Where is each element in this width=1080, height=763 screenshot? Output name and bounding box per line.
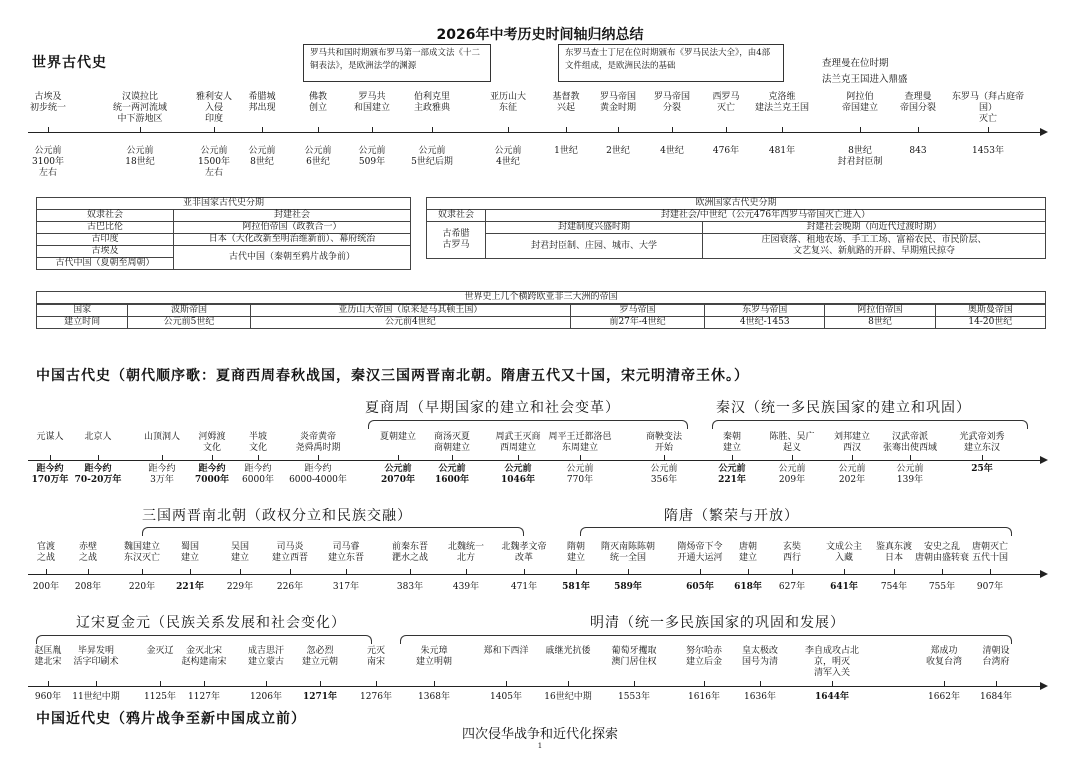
timeline-event-date: 618年 [734, 582, 762, 592]
timeline-event-date: 公元前 221年 [718, 464, 746, 485]
timeline-event-date: 229年 [226, 582, 254, 592]
timeline-tick [894, 569, 895, 574]
world-timeline-arrow-icon [1040, 128, 1048, 136]
timeline-event-date: 4世纪 [660, 146, 684, 156]
modern-subheading: 四次侵华战争和近代化探索 [461, 727, 618, 742]
timeline-event-date: 1662年 [928, 692, 960, 702]
timeline-tick [376, 681, 377, 686]
asia-table-head-slave: 奴隶社会 [37, 210, 174, 222]
timeline-tick [942, 569, 943, 574]
timeline-event-label: 光武帝刘秀 建立东汉 [959, 432, 1005, 453]
timeline-event-label: 元谋人 [36, 432, 64, 442]
timeline-event-label: 成吉思汗 建立蒙古 [247, 646, 284, 667]
timeline-tick [832, 681, 833, 686]
timeline-tick [48, 127, 49, 132]
timeline-event-label: 亚历山大 东征 [489, 92, 526, 113]
timeline-tick [580, 455, 581, 460]
timeline-event-date: 公元前 5世纪后期 [411, 146, 453, 167]
timeline-event-date: 公元前 8世纪 [248, 146, 276, 167]
world-ancient-heading: 世界古代史 [32, 55, 107, 71]
timeline-tick [140, 127, 141, 132]
empire-name-cell: 东罗马帝国 [705, 304, 825, 317]
timeline-event-date: 1368年 [418, 692, 450, 702]
charlemagne-note: 查理曼在位时期 法兰克王国进入鼎盛 [822, 58, 908, 85]
timeline-tick [160, 681, 161, 686]
timeline-event-date: 公元前 1046年 [500, 464, 536, 485]
timeline-tick [508, 127, 509, 132]
era-xia-shang-zhou-brace [368, 420, 688, 429]
timeline-event-date: 208年 [74, 582, 102, 592]
china-timeline-axis-3 [28, 686, 1040, 687]
empire-name-cell: 罗马帝国 [571, 304, 705, 317]
empire-date-cell: 8世纪 [825, 317, 935, 329]
timeline-event-label: 文成公主 入藏 [825, 542, 862, 563]
timeline-event-label: 戚继光抗倭 [545, 646, 591, 656]
asia-table-cell: 日本（大化改新至明治维新前）、幕府统治 [174, 234, 411, 246]
timeline-event-label: 北魏统一 北方 [447, 542, 484, 563]
world-timeline-axis [28, 132, 1040, 133]
timeline-tick [398, 455, 399, 460]
timeline-event-label: 克洛维 建法兰克王国 [754, 92, 809, 113]
timeline-event-label: 隋灭南陈陈朝 统一全国 [600, 542, 655, 563]
europe-table-sub-flourish: 封建制度兴盛时期 [486, 222, 703, 234]
timeline-event-date: 1684年 [980, 692, 1012, 702]
timeline-event-date: 公元前 1600年 [434, 464, 470, 485]
timeline-tick [466, 569, 467, 574]
timeline-event-label: 前秦东晋 淝水之战 [391, 542, 428, 563]
europe-periods-table [426, 197, 1046, 259]
asia-table-head-feudal: 封建社会 [174, 210, 411, 222]
timeline-event-label: 基督教 兴起 [552, 92, 580, 113]
timeline-event-label: 赵匡胤 建北宋 [34, 646, 62, 667]
timeline-event-label: 佛教 创立 [308, 92, 327, 113]
timeline-event-date: 1127年 [188, 692, 220, 702]
timeline-tick [346, 569, 347, 574]
timeline-event-label: 赤壁 之战 [78, 542, 97, 563]
timeline-tick [518, 455, 519, 460]
timeline-event-label: 商汤灭夏 商朝建立 [433, 432, 470, 453]
timeline-tick [434, 681, 435, 686]
era-sui-tang: 隋唐（繁荣与开放） [664, 508, 799, 524]
timeline-event-label: 北魏孝文帝 改革 [501, 542, 547, 563]
timeline-event-label: 雅利安人 入侵 印度 [195, 92, 232, 124]
timeline-tick [524, 569, 525, 574]
timeline-event-label: 罗马帝国 黄金时期 [599, 92, 636, 113]
timeline-event-label: 刘邦建立 西汉 [833, 432, 870, 453]
timeline-tick [860, 127, 861, 132]
europe-table-head-slave: 奴隶社会 [427, 210, 486, 222]
timeline-event-date: 1271年 [302, 692, 338, 702]
timeline-event-date: 317年 [332, 582, 360, 592]
timeline-event-label: 周平王迁都洛邑 东周建立 [548, 432, 612, 453]
timeline-event-date: 1276年 [360, 692, 392, 702]
timeline-tick [266, 681, 267, 686]
timeline-event-date: 1453年 [972, 146, 1004, 156]
timeline-tick [50, 455, 51, 460]
timeline-tick [988, 127, 989, 132]
era-ming-qing-brace [400, 635, 1012, 644]
timeline-event-date: 439年 [452, 582, 480, 592]
timeline-event-label: 河姆渡 文化 [198, 432, 226, 453]
timeline-event-date: 公元前 202年 [838, 464, 866, 485]
timeline-tick [618, 127, 619, 132]
timeline-event-date: 公元前 139年 [896, 464, 924, 485]
timeline-event-date: 755年 [928, 582, 956, 592]
empire-name-cell: 奥斯曼帝国 [935, 304, 1045, 317]
timeline-event-label: 金灭北宋 赵构建南宋 [181, 646, 227, 667]
timeline-tick [568, 681, 569, 686]
timeline-event-date: 476年 [712, 146, 740, 156]
timeline-event-label: 炎帝黄帝 尧舜禹时期 [295, 432, 341, 453]
timeline-event-label: 安史之乱 唐朝由盛转衰 [914, 542, 969, 563]
timeline-event-date: 754年 [880, 582, 908, 592]
timeline-event-label: 查理曼 帝国分裂 [899, 92, 936, 113]
timeline-event-date: 距今约 6000年 [242, 464, 274, 485]
timeline-event-label: 北京人 [84, 432, 112, 442]
europe-table-cell: 庄园衰落、租地农场、手工工场、富裕农民、市民阶层、 文艺复兴、新航路的开辟、早期殖民掠夺 [703, 234, 1046, 259]
timeline-tick [782, 127, 783, 132]
era-three-kingdoms-brace [142, 527, 524, 536]
timeline-event-label: 隋炀帝下令 开通大运河 [677, 542, 723, 563]
empires-row-header: 国家 [37, 304, 128, 317]
timeline-tick [142, 569, 143, 574]
timeline-event-date: 11世纪中期 [72, 692, 120, 702]
page-number: 1 [537, 742, 543, 750]
europe-table-cell: 封君封臣制、庄园、城市、大学 [486, 234, 703, 259]
timeline-event-label: 唐朝灭亡 五代十国 [971, 542, 1008, 563]
timeline-tick [320, 681, 321, 686]
timeline-tick [240, 569, 241, 574]
asia-table-cell: 古埃及 [37, 246, 174, 258]
timeline-tick [372, 127, 373, 132]
timeline-tick [258, 455, 259, 460]
timeline-tick [628, 569, 629, 574]
timeline-event-label: 司马睿 建立东晋 [327, 542, 364, 563]
china-timeline-axis-2 [28, 574, 1040, 575]
timeline-event-date: 221年 [176, 582, 204, 592]
timeline-event-date: 1616年 [688, 692, 720, 702]
timeline-event-date: 843 [909, 146, 927, 156]
timeline-event-label: 郑和下西洋 [483, 646, 529, 656]
empire-date-cell: 公元前5世纪 [128, 317, 250, 329]
empire-date-cell: 14-20世纪 [935, 317, 1045, 329]
timeline-event-date: 627年 [778, 582, 806, 592]
timeline-tick [944, 681, 945, 686]
timeline-tick [318, 455, 319, 460]
timeline-event-label: 夏朝建立 [379, 432, 416, 442]
timeline-event-label: 古埃及 初步统一 [29, 92, 66, 113]
timeline-event-date: 公元前 2070年 [380, 464, 416, 485]
europe-table-title: 欧洲国家古代史分期 [427, 198, 1046, 210]
timeline-event-label: 朱元璋 建立明朝 [415, 646, 452, 667]
empire-date-cell: 公元前4世纪 [250, 317, 570, 329]
timeline-event-date: 距今约 170万年 [31, 464, 69, 485]
timeline-event-label: 毕昇发明 活字印刷术 [73, 646, 119, 667]
timeline-tick [704, 681, 705, 686]
timeline-tick [996, 681, 997, 686]
timeline-event-label: 西罗马 灭亡 [712, 92, 740, 113]
timeline-tick [732, 455, 733, 460]
timeline-event-date: 1世纪 [554, 146, 578, 156]
timeline-event-date: 960年 [34, 692, 62, 702]
empire-date-cell: 前27年-4世纪 [571, 317, 705, 329]
timeline-event-label: 东罗马（拜占庭帝国） 灭亡 [951, 92, 1024, 124]
timeline-event-date: 公元前 18世纪 [125, 146, 155, 167]
timeline-event-date: 公元前 6世纪 [304, 146, 332, 167]
timeline-event-label: 秦朝 建立 [722, 432, 741, 453]
timeline-event-label: 隋朝 建立 [566, 542, 585, 563]
timeline-event-date: 距今约 70-20万年 [74, 464, 122, 485]
timeline-tick [432, 127, 433, 132]
timeline-event-label: 鉴真东渡 日本 [875, 542, 912, 563]
timeline-event-label: 商鞅变法 开始 [645, 432, 682, 453]
timeline-event-date: 220年 [128, 582, 156, 592]
timeline-tick [990, 569, 991, 574]
timeline-event-date: 605年 [686, 582, 714, 592]
era-liao-song-xia-jin-yuan: 辽宋夏金元（民族关系发展和社会变化） [76, 615, 346, 631]
timeline-tick [214, 127, 215, 132]
timeline-event-date: 1644年 [814, 692, 850, 702]
timeline-tick [918, 127, 919, 132]
timeline-event-date: 471年 [510, 582, 538, 592]
asia-table-cell: 古代中国（秦朝至鸦片战争前） [174, 246, 411, 270]
justinian-code-note: 东罗马查士丁尼在位时期颁布《罗马民法大全》，由4部文件组成，是欧洲民法的基础 [558, 44, 784, 82]
timeline-event-date: 8世纪 封君封臣制 [837, 146, 883, 167]
era-three-kingdoms: 三国两晋南北朝（政权分立和民族交融） [142, 508, 412, 524]
timeline-event-label: 半坡 文化 [248, 432, 267, 453]
timeline-event-label: 魏国建立 东汉灭亡 [123, 542, 160, 563]
timeline-event-label: 元灭 南宋 [366, 646, 385, 667]
asia-africa-periods-table [36, 197, 411, 270]
timeline-event-date: 641年 [830, 582, 858, 592]
timeline-event-date: 公元前 356年 [650, 464, 678, 485]
timeline-tick [290, 569, 291, 574]
europe-table-head-feudal: 封建社会/中世纪（公元476年西罗马帝国灭亡进入） [486, 210, 1046, 222]
timeline-tick [48, 681, 49, 686]
china-modern-heading: 中国近代史（鸦片战争至新中国成立前） [36, 711, 306, 727]
timeline-event-label: 汉武帝派 张骞出使西域 [882, 432, 937, 453]
timeline-event-date: 1405年 [490, 692, 522, 702]
timeline-event-date: 481年 [768, 146, 796, 156]
timeline-event-label: 官渡 之战 [36, 542, 55, 563]
timeline-event-label: 金灭辽 [146, 646, 174, 656]
timeline-tick [262, 127, 263, 132]
asia-table-title: 亚非国家古代史分期 [37, 198, 411, 210]
timeline-event-label: 司马炎 建立西晋 [271, 542, 308, 563]
timeline-event-date: 200年 [32, 582, 60, 592]
timeline-tick [664, 455, 665, 460]
timeline-event-label: 吴国 建立 [230, 542, 249, 563]
timeline-event-label: 郑成功 收复台湾 [925, 646, 962, 667]
timeline-event-date: 公元前 209年 [778, 464, 806, 485]
china-timeline-arrow-icon [1040, 456, 1048, 464]
timeline-event-date: 16世纪中期 [544, 692, 592, 702]
timeline-event-label: 周武王灭商 西周建立 [495, 432, 541, 453]
timeline-event-label: 汉谟拉比 统一两河流域 中下游地区 [112, 92, 167, 124]
timeline-tick [88, 569, 89, 574]
timeline-event-date: 公元前 1500年 左右 [198, 146, 230, 178]
timeline-tick [162, 455, 163, 460]
china-ancient-heading: 中国古代史（朝代顺序歌：夏商西周春秋战国，秦汉三国两晋南北朝。隋唐五代又十国，宋元明清帝王休。） [36, 368, 749, 384]
timeline-tick [844, 569, 845, 574]
timeline-event-date: 25年 [971, 464, 993, 474]
timeline-tick [748, 569, 749, 574]
asia-table-cell: 阿拉伯帝国（政教合一） [174, 222, 411, 234]
timeline-event-date: 589年 [614, 582, 642, 592]
timeline-event-date: 1206年 [250, 692, 282, 702]
timeline-event-label: 李自成攻占北京，明灭 清军入关 [804, 646, 859, 678]
timeline-event-date: 公元前 4世纪 [494, 146, 522, 167]
empires-table-title: 世界史上几个横跨欧亚非三大洲的帝国 [37, 292, 1046, 305]
timeline-event-date: 581年 [562, 582, 590, 592]
timeline-event-date: 公元前 509年 [358, 146, 386, 167]
timeline-tick [96, 681, 97, 686]
timeline-event-date: 距今约 3万年 [148, 464, 176, 485]
timeline-tick [910, 455, 911, 460]
timeline-tick [726, 127, 727, 132]
timeline-tick [566, 127, 567, 132]
timeline-event-date: 2世纪 [606, 146, 630, 156]
empire-name-cell: 波斯帝国 [128, 304, 250, 317]
timeline-event-label: 阿拉伯 帝国建立 [841, 92, 878, 113]
era-qin-han-brace [712, 420, 1028, 429]
timeline-tick [792, 455, 793, 460]
timeline-tick [204, 681, 205, 686]
timeline-event-date: 距今约 6000-4000年 [289, 464, 347, 485]
europe-table-sub-late: 封建社会晚期（向近代过渡时期） [703, 222, 1046, 234]
asia-table-cell: 古代中国（夏朝至周朝） [37, 258, 174, 270]
timeline-event-date: 226年 [276, 582, 304, 592]
empire-date-cell: 4世纪-1453 [705, 317, 825, 329]
timeline-tick [852, 455, 853, 460]
timeline-tick [452, 455, 453, 460]
era-liao-song-brace [36, 635, 372, 644]
timeline-tick [792, 569, 793, 574]
timeline-event-date: 1636年 [744, 692, 776, 702]
china-timeline-axis-1 [28, 460, 1040, 461]
timeline-tick [46, 569, 47, 574]
timeline-tick [700, 569, 701, 574]
empire-name-cell: 亚历山大帝国（原来是马其顿王国） [250, 304, 570, 317]
timeline-event-label: 希腊城 邦出现 [248, 92, 276, 113]
timeline-event-label: 玄奘 西行 [782, 542, 801, 563]
timeline-tick [506, 681, 507, 686]
timeline-event-label: 唐朝 建立 [738, 542, 757, 563]
timeline-tick [982, 455, 983, 460]
timeline-event-date: 383年 [396, 582, 424, 592]
timeline-tick [760, 681, 761, 686]
timeline-event-label: 山顶洞人 [143, 432, 180, 442]
timeline-event-label: 清朝设 台湾府 [982, 646, 1010, 667]
empires-row-header: 建立时间 [37, 317, 128, 329]
europe-table-cell: 古希腊 古罗马 [427, 222, 486, 259]
timeline-event-label: 罗马共 和国建立 [353, 92, 390, 113]
page-title: 2026年中考历史时间轴归纳总结 [436, 27, 644, 43]
timeline-tick [634, 681, 635, 686]
empire-name-cell: 阿拉伯帝国 [825, 304, 935, 317]
timeline-event-date: 距今约 7000年 [194, 464, 230, 485]
era-qin-han: 秦汉（统一多民族国家的建立和巩固） [716, 400, 971, 416]
era-sui-tang-brace [580, 527, 1012, 536]
timeline-event-label: 忽必烈 建立元朝 [301, 646, 338, 667]
timeline-event-date: 公元前 3100年 左右 [32, 146, 64, 178]
era-xia-shang-zhou: 夏商周（早期国家的建立和社会变革） [365, 400, 620, 416]
china-timeline-arrow-icon [1040, 570, 1048, 578]
timeline-tick [576, 569, 577, 574]
timeline-event-date: 公元前 770年 [566, 464, 594, 485]
timeline-event-date: 1553年 [618, 692, 650, 702]
timeline-tick [410, 569, 411, 574]
era-ming-qing: 明清（统一多民族国家的巩固和发展） [590, 615, 845, 631]
timeline-event-date: 907年 [976, 582, 1004, 592]
timeline-tick [98, 455, 99, 460]
china-timeline-arrow-icon [1040, 682, 1048, 690]
timeline-event-label: 罗马帝国 分裂 [653, 92, 690, 113]
timeline-event-date: 1125年 [144, 692, 176, 702]
asia-table-cell: 古巴比伦 [37, 222, 174, 234]
twelve-tables-note: 罗马共和国时期颁布罗马第一部成文法《十二铜表法》，是欧洲法学的渊源 [303, 44, 491, 82]
timeline-tick [212, 455, 213, 460]
asia-table-cell: 古印度 [37, 234, 174, 246]
timeline-event-label: 蜀国 建立 [180, 542, 199, 563]
timeline-event-label: 伯利克里 主政雅典 [413, 92, 450, 113]
transcontinental-empires-table [36, 291, 1046, 329]
timeline-event-label: 葡萄牙攫取 澳门居住权 [611, 646, 657, 667]
timeline-tick [318, 127, 319, 132]
timeline-tick [672, 127, 673, 132]
timeline-event-label: 陈胜、吴广 起义 [769, 432, 815, 453]
timeline-tick [190, 569, 191, 574]
timeline-event-label: 皇太极改 国号为清 [741, 646, 778, 667]
timeline-event-label: 努尔哈赤 建立后金 [685, 646, 722, 667]
